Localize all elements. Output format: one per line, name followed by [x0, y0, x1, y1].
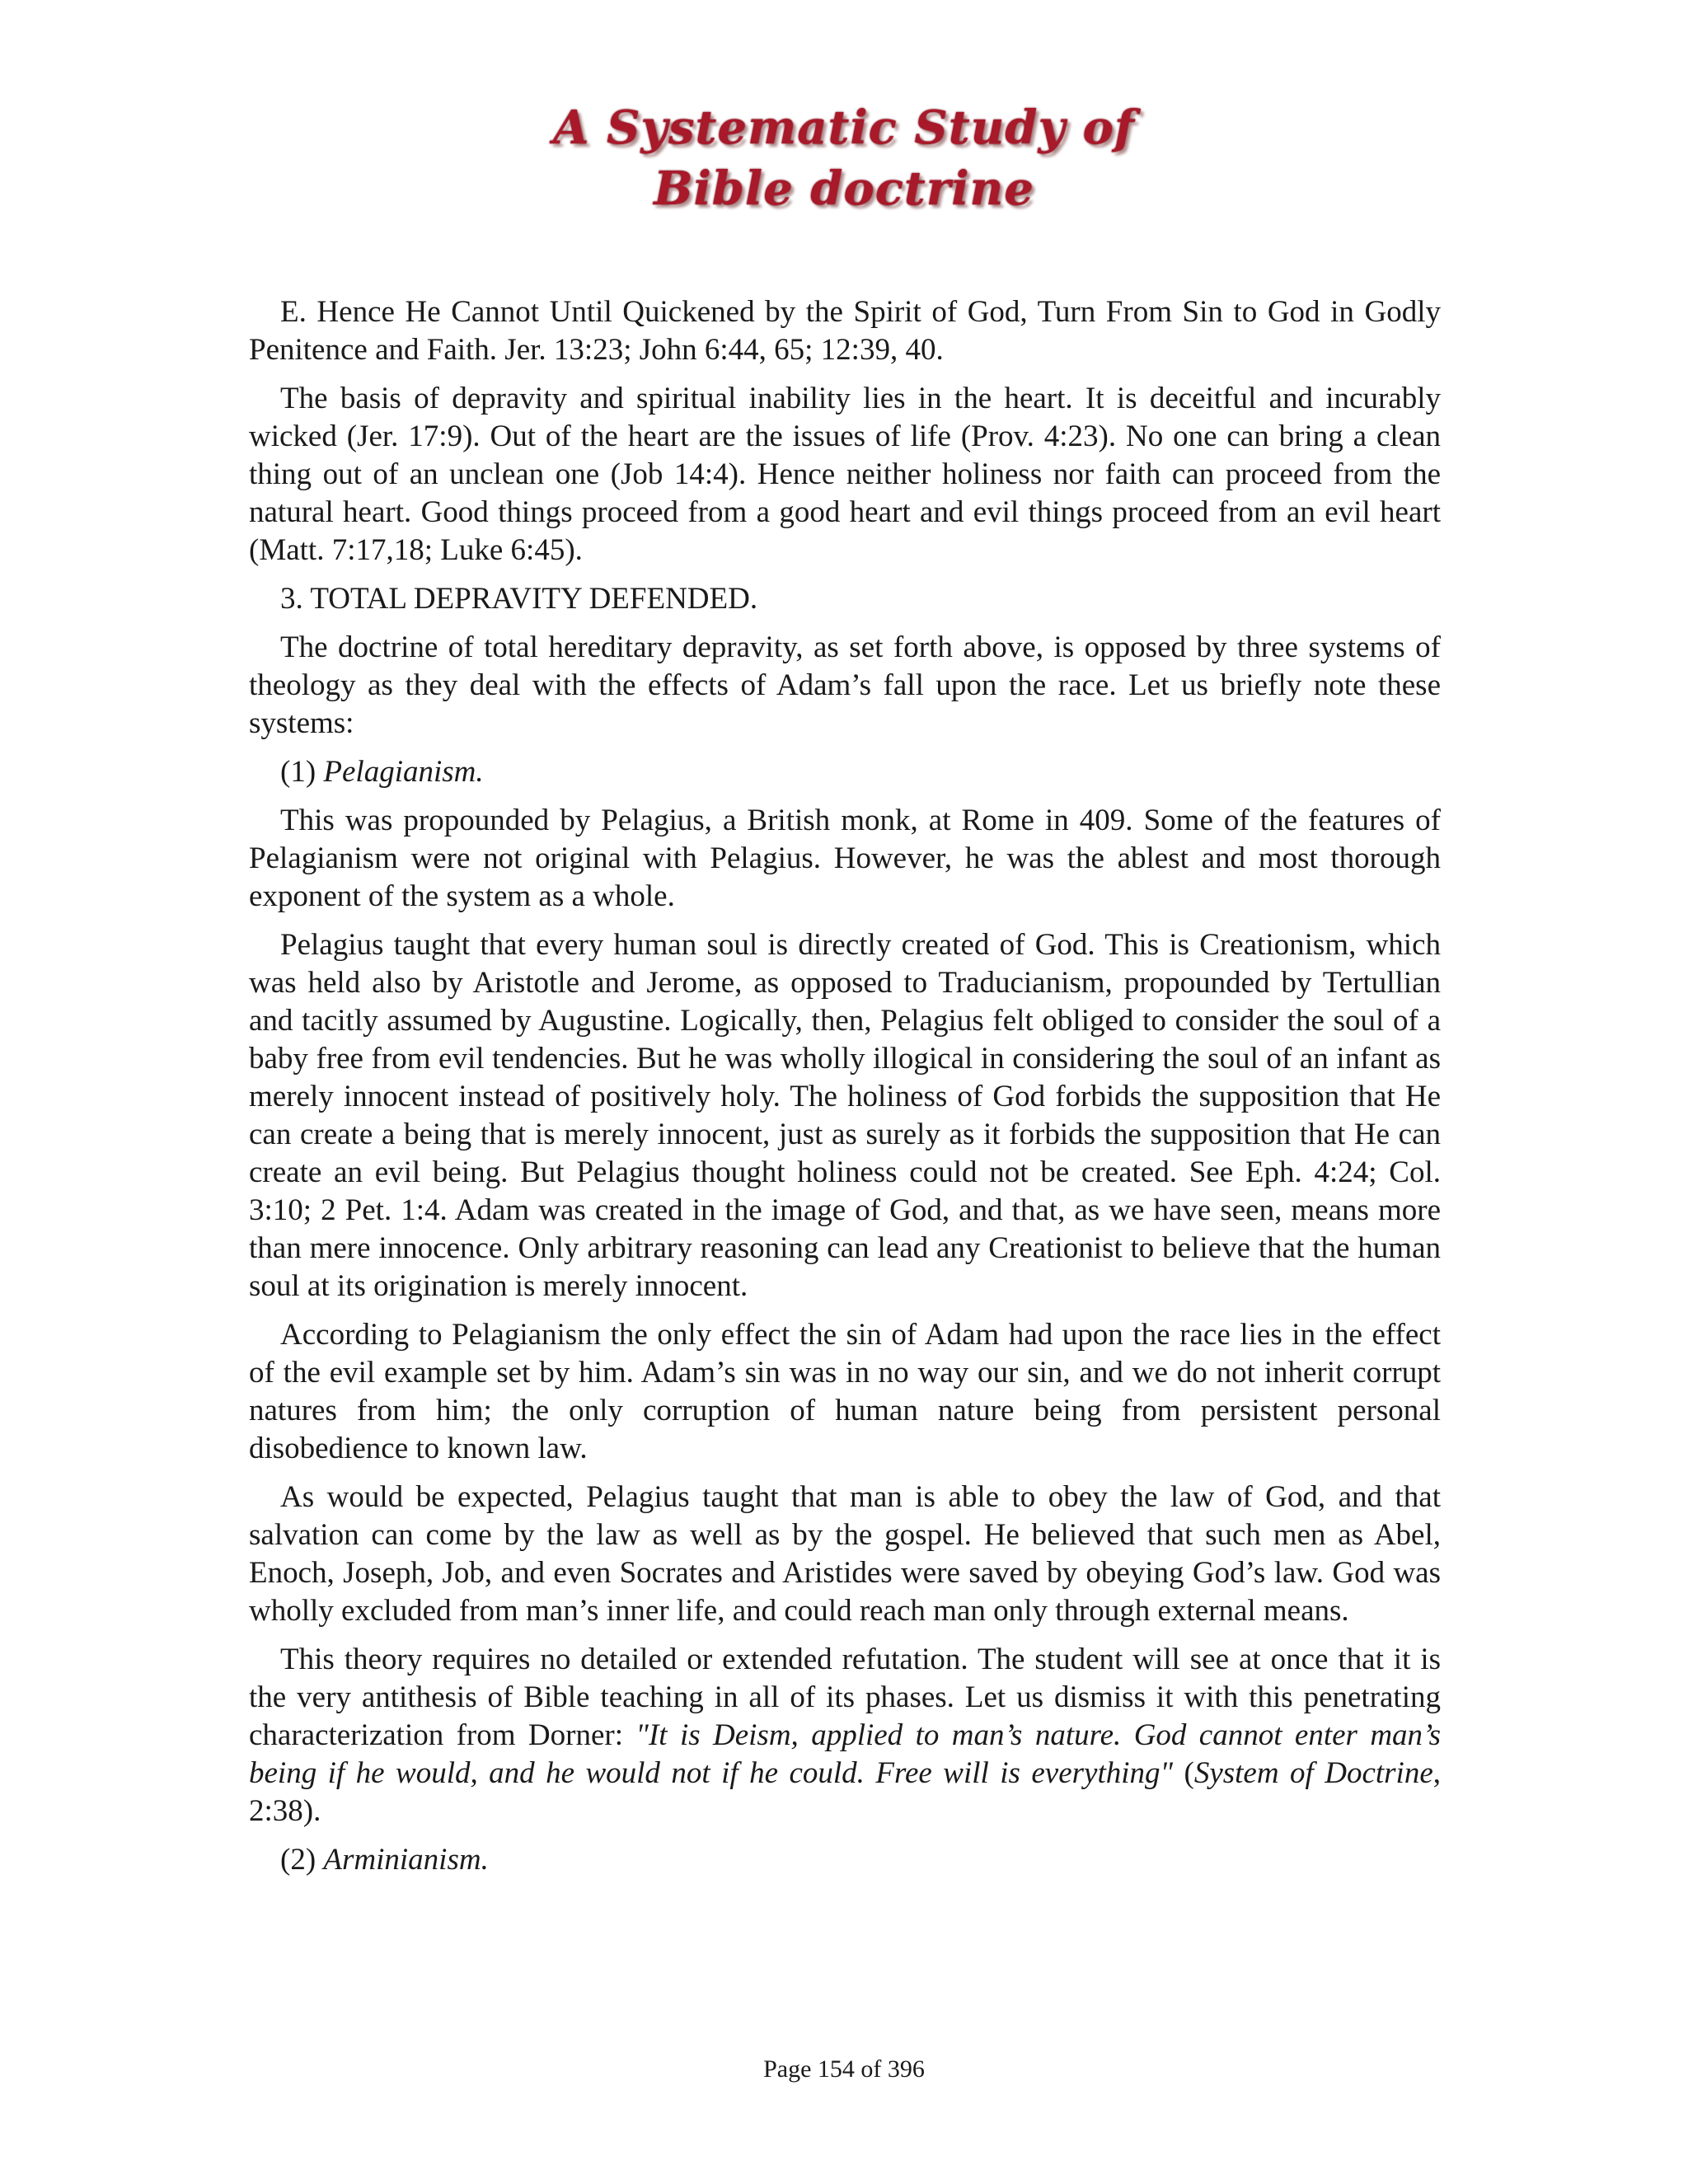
refutation-text: This theory requires no detailed or extended refutation. The student will see at once that it is the very antithesis of Bible teaching in all of its phases. Let us dismiss it with this penetrating characterization from Dorner: — [249, 1643, 1441, 1752]
section-heading: 3. TOTAL DEPRAVITY DEFENDED. — [280, 582, 758, 616]
book-title-logo-line-1: A Systematic Study of — [553, 101, 1135, 155]
page-body — [249, 293, 1441, 1890]
paragraph-creationism: Pelagius taught that every human soul is directly created of God. This is Creationism, which was held also by Aristotle and Jerome, as opposed to Traducianism, propounded by Tertullian and tacitly assumed by Augustine. Logically, then, Pelagius felt obliged to consider the soul of a baby free from evil tendencies. But he was wholly illogical in considering the soul of an infant as merely innocent instead of positively holy. The holiness of God forbids the supposition that He can create a being that is merely innocent, just as surely as it forbids the supposition that He can create an evil being. But Pelagius thought holiness could not be created. See Eph. 4:24; Col. 3:10; 2 Pet. 1:4. Adam was created in the image of God, and that, as we have seen, means more than mere innocence. Only arbitrary reasoning can lead any Creationist to believe that the human soul at its origination is merely innocent. — [249, 928, 1441, 1303]
paragraph-three-systems: The doctrine of total hereditary depravity, as set forth above, is opposed by three systems of theology as they deal with the effects of Adam’s fall upon the race. Let us briefly note these systems: — [249, 630, 1441, 740]
subheading-title: Arminianism. — [323, 1843, 489, 1877]
paragraph-heart-basis: The basis of depravity and spiritual inability lies in the heart. It is deceitful and incurably wicked (Jer. 17:9). Out of the heart are the issues of life (Prov. 4:23). No one can bring a clean thing out of an unclean one (Job 14:4). Hence neither holiness nor faith can proceed from the natural heart. Good things proceed from a good heart and evil things proceed from an evil heart (Matt. 7:17,18; Luke 6:45). — [249, 382, 1441, 567]
paragraph-point-e: E. Hence He Cannot Until Quickened by the Spirit of God, Turn From Sin to God in Godly Penitence and Faith. Jer. 13:23; John 6:44, 65; 12:39, 40. — [249, 295, 1441, 367]
subheading-pelagianism — [249, 753, 1441, 791]
subheading-number: (2) — [280, 1843, 316, 1877]
subheading-arminianism — [249, 1841, 1441, 1879]
paragraph-refutation — [249, 1641, 1441, 1830]
paragraph-pelagius-intro: This was propounded by Pelagius, a British monk, at Rome in 409. Some of the features of Pelagianism were not original with Pelagius. However, he was the ablest and most thorough exponent of the system as a whole. — [249, 804, 1441, 913]
page-header — [0, 97, 1688, 219]
page-number: Page 154 of 396 — [763, 2055, 925, 2083]
paragraph-obey-law: As would be expected, Pelagius taught that man is able to obey the law of God, and that salvation can come by the law as well as by the gospel. He believed that such men as Abel, Enoch, Joseph, Job, and even Socrates and Aristides were saved by obeying God’s law. God was wholly excluded from man’s inner life, and could reach man only through external means. — [249, 1480, 1441, 1628]
citation-open: ( — [1173, 1756, 1194, 1790]
paragraph-adam-effect: According to Pelagianism the only effect the sin of Adam had upon the race lies in the effect of the evil example set by him. Adam’s sin was in no way our sin, and we do not inherit corrupt natures from him; the only corruption of human nature being from persistent personal disobedience to known law. — [249, 1318, 1441, 1465]
dorner-quote: "It is Deism, applied to man’s nature. God cannot enter man’s being if he would, and he would not if he could. Free will is everything" — [249, 1718, 1441, 1790]
citation-source: System of Doctrine — [1193, 1756, 1433, 1790]
book-title-logo-line-2: Bible doctrine — [654, 162, 1034, 216]
subheading-number: (1) — [280, 755, 316, 789]
subheading-title: Pelagianism. — [323, 755, 484, 789]
citation-close: , 2:38). — [249, 1756, 1441, 1828]
